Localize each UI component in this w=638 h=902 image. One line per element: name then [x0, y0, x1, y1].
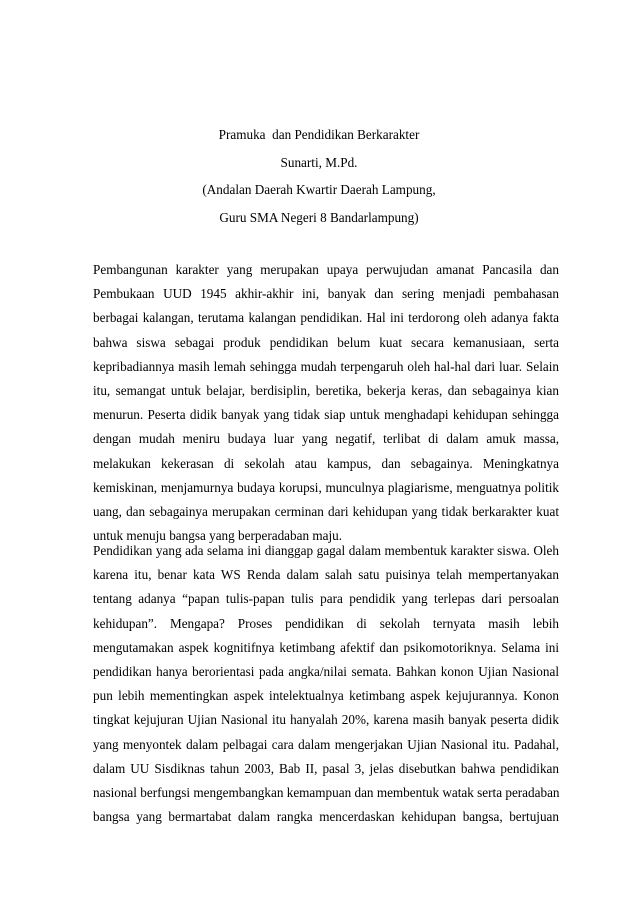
- paragraph-line: mengutamakan aspek kognitifnya ketimbang afektif dan psikomotoriknya. Selama ini: [93, 639, 559, 655]
- paragraph-line: kemiskinan, menjamurnya budaya korupsi, munculnya plagiarisme, menguatnya politik: [93, 479, 559, 495]
- author-affiliation-line-2: Guru SMA Negeri 8 Bandarlampung): [219, 209, 419, 225]
- paragraph-line: uang, dan sebagainya merupakan cerminan dari kehidupan yang tidak berkarakter kuat: [93, 503, 559, 519]
- paragraph-line: kehidupan”. Mengapa? Proses pendidikan di sekolah ternyata masih lebih: [93, 615, 559, 631]
- paragraph-line: melakukan kekerasan di sekolah atau kampus, dan sebagainya. Meningkatnya: [93, 455, 559, 471]
- paragraph-line: berbagai kalangan, terutama kalangan pendidikan. Hal ini terdorong oleh adanya fakta: [93, 310, 559, 326]
- paragraph-line: karena itu, benar kata WS Renda dalam salah satu puisinya telah mempertanyakan: [93, 567, 559, 583]
- paragraph-line: kepribadiannya masih lemah sehingga mudah terpengaruh oleh hal-hal dari luar. Selain: [93, 358, 559, 374]
- paragraph-line: Pembukaan UUD 1945 akhir-akhir ini, banyak dan sering menjadi pembahasan: [93, 286, 559, 302]
- paragraph-line: bahwa siswa sebagai produk pendidikan belum kuat secara kemanusiaan, serta: [93, 334, 559, 350]
- body-paragraph-2: [93, 539, 559, 829]
- author-affiliation-line-1: (Andalan Daerah Kwartir Daerah Lampung,: [202, 182, 436, 197]
- paragraph-line: dalam UU Sisdiknas tahun 2003, Bab II, pasal 3, jelas disebutkan bahwa pendidikan: [93, 760, 559, 776]
- paragraph-line: Pembangunan karakter yang merupakan upaya perwujudan amanat Pancasila dan: [93, 262, 559, 277]
- body-paragraph-1: [93, 258, 559, 548]
- paragraph-line: tingkat kejujuran Ujian Nasional itu hanyalah 20%, karena masih banyak peserta didik: [93, 712, 559, 728]
- paragraph-line: pun lebih mementingkan aspek intelektualnya ketimbang aspek kejujurannya. Konon: [93, 688, 559, 704]
- paragraph-line: pendidikan hanya berorientasi pada angka/nilai semata. Bahkan konon Ujian Nasional: [93, 663, 559, 679]
- document-header: [0, 121, 638, 231]
- paragraph-line: untuk menuju bangsa yang berperadaban maju.: [93, 528, 343, 544]
- paragraph-line: yang menyontek dalam pelbagai cara dalam mengerjakan Ujian Nasional itu. Padahal,: [93, 736, 559, 752]
- paragraph-line: Pendidikan yang ada selama ini dianggap gagal dalam membentuk karakter siswa. Oleh: [93, 543, 559, 558]
- paragraph-line: bangsa yang bermartabat dalam rangka mencerdaskan kehidupan bangsa, bertujuan: [93, 809, 559, 825]
- paragraph-line: nasional berfungsi mengembangkan kemampuan dan membentuk watak serta peradaban: [93, 784, 560, 800]
- paragraph-line: tentang adanya “papan tulis-papan tulis para pendidik yang terlepas dari persoalan: [93, 591, 559, 607]
- document-title: Pramuka dan Pendidikan Berkarakter: [218, 127, 420, 142]
- paragraph-line: itu, semangat untuk belajar, berdisiplin, beretika, bekerja keras, dan sebagainya kian: [93, 382, 559, 398]
- author-name: Sunarti, M.Pd.: [280, 154, 358, 170]
- paragraph-line: dengan mudah meniru budaya luar yang negatif, terlibat di dalam amuk massa,: [93, 431, 559, 447]
- paragraph-line: menurun. Peserta didik banyak yang tidak siap untuk menghadapi kehidupan sehingga: [93, 407, 559, 423]
